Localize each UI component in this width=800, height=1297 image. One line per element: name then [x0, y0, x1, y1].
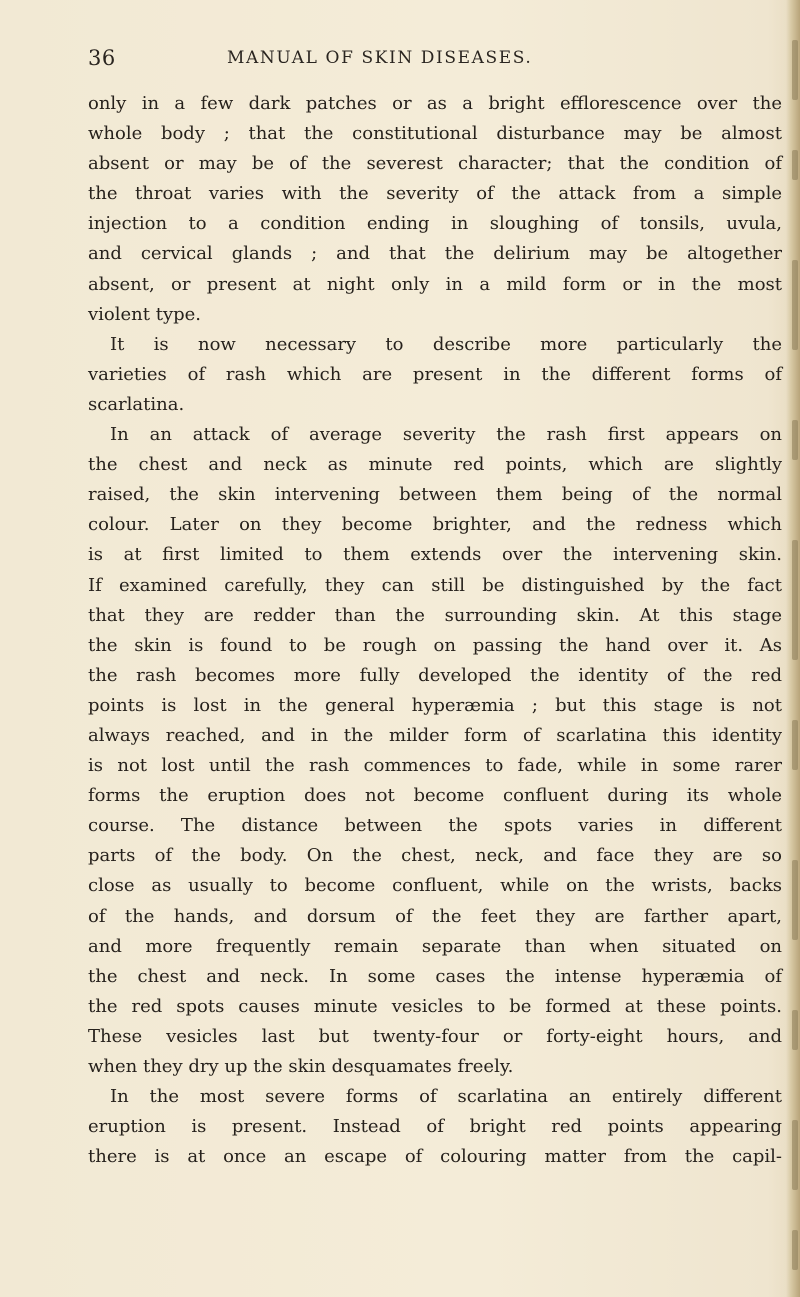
text-line: absent or may be of the severest character; that the condition of [88, 153, 782, 175]
paragraph [88, 1082, 782, 1172]
text-line: the chest and neck. In some cases the intense hyperæmia of [88, 965, 782, 987]
text-line: These vesicles last but twenty-four or forty-eight hours, and [88, 1025, 782, 1047]
text-line: eruption is present. Instead of bright red points appearing [88, 1116, 782, 1138]
text-line: varieties of rash which are present in the different forms of [88, 363, 782, 385]
text-line: close as usually to become confluent, while on the wrists, backs [88, 875, 782, 897]
text-line: of the hands, and dorsum of the feet they are farther apart, [88, 905, 782, 927]
text-line: absent, or present at night only in a mild form or in the most [88, 273, 782, 295]
text-line: the red spots causes minute vesicles to be formed at these points. [88, 995, 782, 1017]
text-line: only in a few dark patches or as a bright efflorescence over the [88, 93, 782, 114]
text-line: injection to a condition ending in sloughing of tonsils, uvula, [88, 213, 782, 235]
text-line: If examined carefully, they can still be distinguished by the fact [88, 574, 782, 596]
text-line: that they are redder than the surrounding skin. At this stage [88, 604, 782, 626]
binding-mark [792, 1010, 798, 1050]
text-line: the skin is found to be rough on passing the hand over it. As [88, 634, 782, 656]
binding-mark [792, 720, 798, 770]
text-line: It is now necessary to describe more particularly the [110, 333, 782, 355]
text-line: the chest and neck as minute red points, which are slightly [88, 454, 782, 476]
text-line: raised, the skin intervening between them being of the normal [88, 484, 782, 506]
page-edge-shadow [786, 0, 800, 1297]
text-line: In an attack of average severity the rash first appears on [110, 424, 782, 446]
text-line: the throat varies with the severity of the attack from a simple [88, 183, 782, 205]
text-line: In the most severe forms of scarlatina an entirely different [110, 1086, 782, 1108]
text-line: colour. Later on they become brighter, and the redness which [88, 514, 782, 536]
text-line: is at first limited to them extends over the intervening skin. [88, 544, 782, 566]
page-number: 36 [88, 46, 116, 70]
text-line: when they dry up the skin desquamates freely. [88, 1056, 514, 1077]
binding-mark [792, 540, 798, 660]
body-text [88, 89, 782, 1172]
binding-mark [792, 1230, 798, 1270]
text-line: forms the eruption does not become confluent during its whole [88, 785, 782, 807]
text-line: course. The distance between the spots varies in different [88, 815, 782, 837]
page-header [88, 46, 783, 80]
text-line: points is lost in the general hyperæmia ; but this stage is not [88, 694, 782, 716]
paragraph [88, 89, 782, 330]
text-line: parts of the body. On the chest, neck, and face they are so [88, 845, 782, 867]
binding-mark [792, 40, 798, 100]
text-line: always reached, and in the milder form of scarlatina this identity [88, 724, 782, 746]
text-line: is not lost until the rash commences to fade, while in some rarer [88, 755, 782, 777]
text-line: and cervical glands ; and that the delirium may be altogether [88, 243, 782, 265]
text-line: violent type. [88, 303, 202, 325]
binding-mark [792, 150, 798, 180]
paragraph [88, 330, 782, 420]
text-line: whole body ; that the constitutional disturbance may be almost [88, 123, 782, 145]
running-head: MANUAL OF SKIN DISEASES. [227, 48, 533, 68]
paragraph [88, 420, 782, 1082]
binding-mark [792, 260, 798, 350]
text-line: there is at once an escape of colouring matter from the capil- [88, 1146, 782, 1168]
text-line: scarlatina. [88, 393, 185, 415]
text-line: the rash becomes more fully developed the identity of the red [88, 664, 782, 686]
binding-mark [792, 860, 798, 940]
text-line: and more frequently remain separate than when situated on [88, 935, 782, 957]
binding-mark [792, 420, 798, 460]
binding-mark [792, 1120, 798, 1190]
